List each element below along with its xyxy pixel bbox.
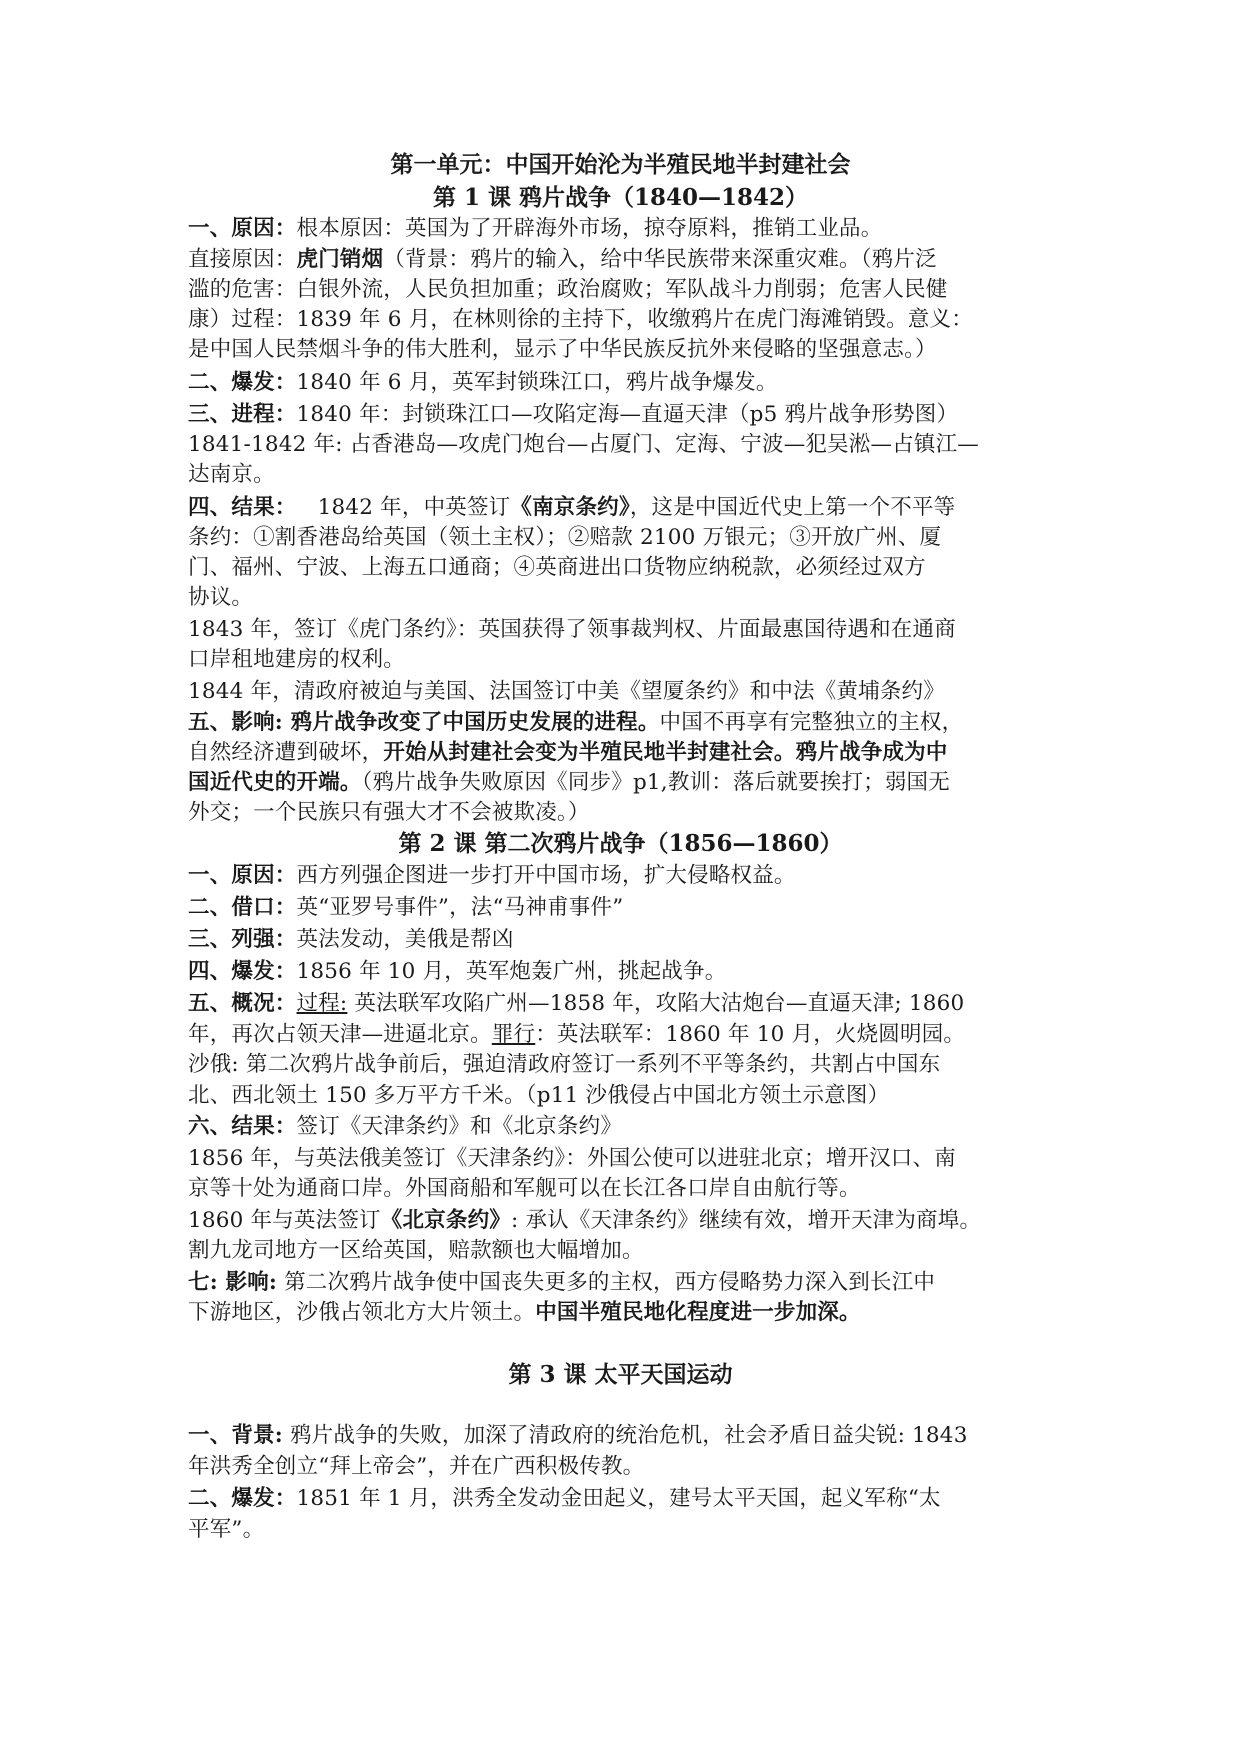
paragraph-text: 根本原因：英国为了开辟海外市场，掠夺原料，推销工业品。	[296, 216, 883, 241]
paragraph-line: 达南京。	[188, 462, 275, 487]
lesson-1-direct-cause	[188, 245, 1058, 275]
paragraph-line	[188, 738, 1058, 768]
paragraph-line	[188, 1020, 1058, 1050]
lesson-1-process	[188, 400, 1058, 430]
underlined-term: 罪行	[491, 1022, 536, 1047]
paragraph-text: 1860 年与英法签订	[188, 1208, 381, 1233]
lesson-2-cause	[188, 861, 1058, 891]
lesson-1-impact	[188, 708, 1058, 738]
paragraph-text: （鸦片战争失败原因《同步》p1,教训：落后就要挨打；弱国无	[361, 770, 950, 795]
lesson-2-powers	[188, 925, 1058, 955]
paragraph-text: ，这是中国近代史上第一个不平等	[629, 495, 956, 520]
paragraph-line: 平军”。	[188, 1517, 265, 1542]
paragraph-line: 北、西北领土 150 多万平方千米。（p11 沙俄侵占中国北方领土示意图）	[188, 1083, 890, 1108]
paragraph-line: 1844 年，清政府被迫与美国、法国签订中美《望厦条约》和中法《黄埔条约》	[188, 679, 945, 704]
paragraph-text: : 承认《天津条约》继续有效，增开天津为商埠。	[510, 1208, 982, 1233]
key-statement: 开始从封建社会变为半殖民地半封建社会。鸦片战争成为中	[383, 740, 948, 765]
paragraph-line: 割九龙司地方一区给英国，赔款额也大幅增加。	[188, 1238, 644, 1263]
lesson-2-overview	[188, 989, 1058, 1019]
key-statement: 中国半殖民地化程度进一步加深。	[535, 1300, 861, 1325]
paragraph-line: 门、福州、宁波、上海五口通商；④英商进出口货物应纳税款，必须经过双方	[188, 555, 926, 580]
paragraph-text: 第二次鸦片战争使中国丧失更多的主权，西方侵略势力深入到长江中	[277, 1270, 936, 1295]
lesson-3-background	[188, 1421, 1058, 1451]
section-label: 一、背景:	[188, 1423, 283, 1448]
paragraph-text: 西方列强企图进一步打开中国市场，扩大侵略权益。	[296, 863, 796, 888]
section-label: 二、爆发：	[188, 370, 297, 395]
paragraph-line: 条约：①割香港岛给英国（领土主权）；②赔款 2100 万银元；③开放广州、厦	[188, 525, 942, 550]
paragraph-text: 1842 年，中英签订	[296, 495, 511, 520]
key-statement: 国近代史的开端。	[188, 770, 362, 795]
unit-title: 第一单元：中国开始沦为半殖民地半封建社会	[390, 151, 851, 178]
paragraph-text: 年，再次占领天津—进逼北京。	[188, 1022, 492, 1047]
paragraph-line: 京等十处为通商口岸。外国商船和军舰可以在长江各口岸自由航行等。	[188, 1176, 861, 1201]
paragraph-line: 滥的危害：白银外流，人民负担加重；政治腐败；军队战斗力削弱；危害人民健	[188, 277, 948, 302]
lesson-3-title: 第 3 课 太平天国运动	[508, 1361, 733, 1388]
section-label: 三、列强：	[188, 927, 297, 952]
paragraph-text: 下游地区，沙俄占领北方大片领土。	[188, 1300, 536, 1325]
paragraph-text: 英法联军攻陷广州—1858 年，攻陷大沽炮台—直逼天津; 1860	[347, 991, 965, 1016]
lesson-1-outbreak	[188, 368, 1058, 398]
paragraph-line: 年洪秀全创立“拜上帝会”，并在广西积极传教。	[188, 1454, 645, 1479]
lesson-1-cause	[188, 214, 1058, 244]
paragraph-line: 外交；一个民族只有强大才不会被欺凌。）	[188, 800, 590, 825]
paragraph-text: 签订《天津条约》和《北京条约》	[296, 1114, 623, 1139]
paragraph-text: 1851 年 1 月，洪秀全发动金田起义，建号太平天国，起义军称“太	[296, 1486, 941, 1511]
paragraph-line: 沙俄: 第二次鸦片战争前后，强迫清政府签订一系列不平等条约，共割占中国东	[188, 1052, 941, 1077]
lesson-3-outbreak	[188, 1484, 1058, 1514]
section-label: 七: 影响:	[188, 1270, 278, 1295]
section-label: 一、原因：	[188, 863, 297, 888]
paragraph-text: （背景：鸦片的输入，给中华民族带来深重灾难。（鸦片泛	[383, 247, 937, 272]
treaty-name: 《南京条约》	[510, 495, 630, 520]
paragraph-line: 协议。	[188, 585, 254, 610]
lesson-2-impact	[188, 1268, 1058, 1298]
paragraph-line: 口岸租地建房的权利。	[188, 647, 406, 672]
paragraph-text: 1856 年 10 月，英军炮轰广州，挑起战争。	[296, 959, 727, 984]
paragraph-line: 1843 年，签订《虎门条约》：英国获得了领事裁判权、片面最惠国待遇和在通商	[188, 617, 956, 642]
paragraph-line	[188, 1206, 1058, 1236]
section-label: 五、影响: 鸦片战争改变了中国历史发展的进程。	[188, 710, 660, 735]
lesson-2-result	[188, 1112, 1058, 1142]
section-label: 二、爆发：	[188, 1486, 297, 1511]
paragraph-line: 1841-1842 年: 占香港岛—攻虎门炮台—占厦门、定海、宁波—犯吴淞—占镇江—	[188, 432, 980, 457]
treaty-name: 《北京条约》	[380, 1208, 511, 1233]
lesson-2-pretext	[188, 893, 1058, 923]
paragraph-text: 1840 年：封锁珠江口—攻陷定海—直逼天津（p5 鸦片战争形势图）	[296, 402, 959, 427]
underlined-term: 过程:	[296, 991, 348, 1016]
paragraph-text: 直接原因：	[188, 247, 297, 272]
paragraph-text: 中国不再享有完整独立的主权，	[659, 710, 964, 735]
paragraph-text: 自然经济遭到破坏，	[188, 740, 384, 765]
lesson-2-title: 第 2 课 第二次鸦片战争（1856—1860）	[398, 830, 843, 857]
lesson-2-outbreak	[188, 957, 1058, 987]
paragraph-line: 1856 年，与英法俄美签订《天津条约》：外国公使可以进驻北京；增开汉口、南	[188, 1146, 956, 1171]
paragraph-text: ：英法联军：1860 年 10 月，火烧圆明园。	[535, 1022, 966, 1047]
section-label: 一、原因：	[188, 216, 297, 241]
section-label: 四、爆发：	[188, 959, 297, 984]
paragraph-text: 英法发动，美俄是帮凶	[296, 927, 514, 952]
lesson-1-title: 第 1 课 鸦片战争（1840—1842）	[432, 184, 809, 211]
section-label: 三、进程：	[188, 402, 297, 427]
key-term: 虎门销烟	[296, 247, 384, 272]
paragraph-text: 鸦片战争的失败，加深了清政府的统治危机，社会矛盾日益尖锐: 1843	[282, 1423, 968, 1448]
paragraph-line	[188, 768, 1058, 798]
section-label: 二、借口：	[188, 895, 297, 920]
paragraph-text: 英“亚罗号事件”，法“马神甫事件”	[296, 895, 624, 920]
paragraph-line: 康）过程：1839 年 6 月，在林则徐的主持下，收缴鸦片在虎门海滩销毁。意义：	[188, 307, 973, 332]
paragraph-text: 1840 年 6 月，英军封锁珠江口，鸦片战争爆发。	[296, 370, 778, 395]
section-label: 四、结果：	[188, 495, 297, 520]
section-label: 六、结果：	[188, 1114, 297, 1139]
section-label: 五、概况：	[188, 991, 297, 1016]
lesson-1-result	[188, 493, 1058, 523]
paragraph-line: 是中国人民禁烟斗争的伟大胜利，显示了中华民族反抗外来侵略的坚强意志。）	[188, 337, 937, 362]
paragraph-line	[188, 1298, 1058, 1328]
